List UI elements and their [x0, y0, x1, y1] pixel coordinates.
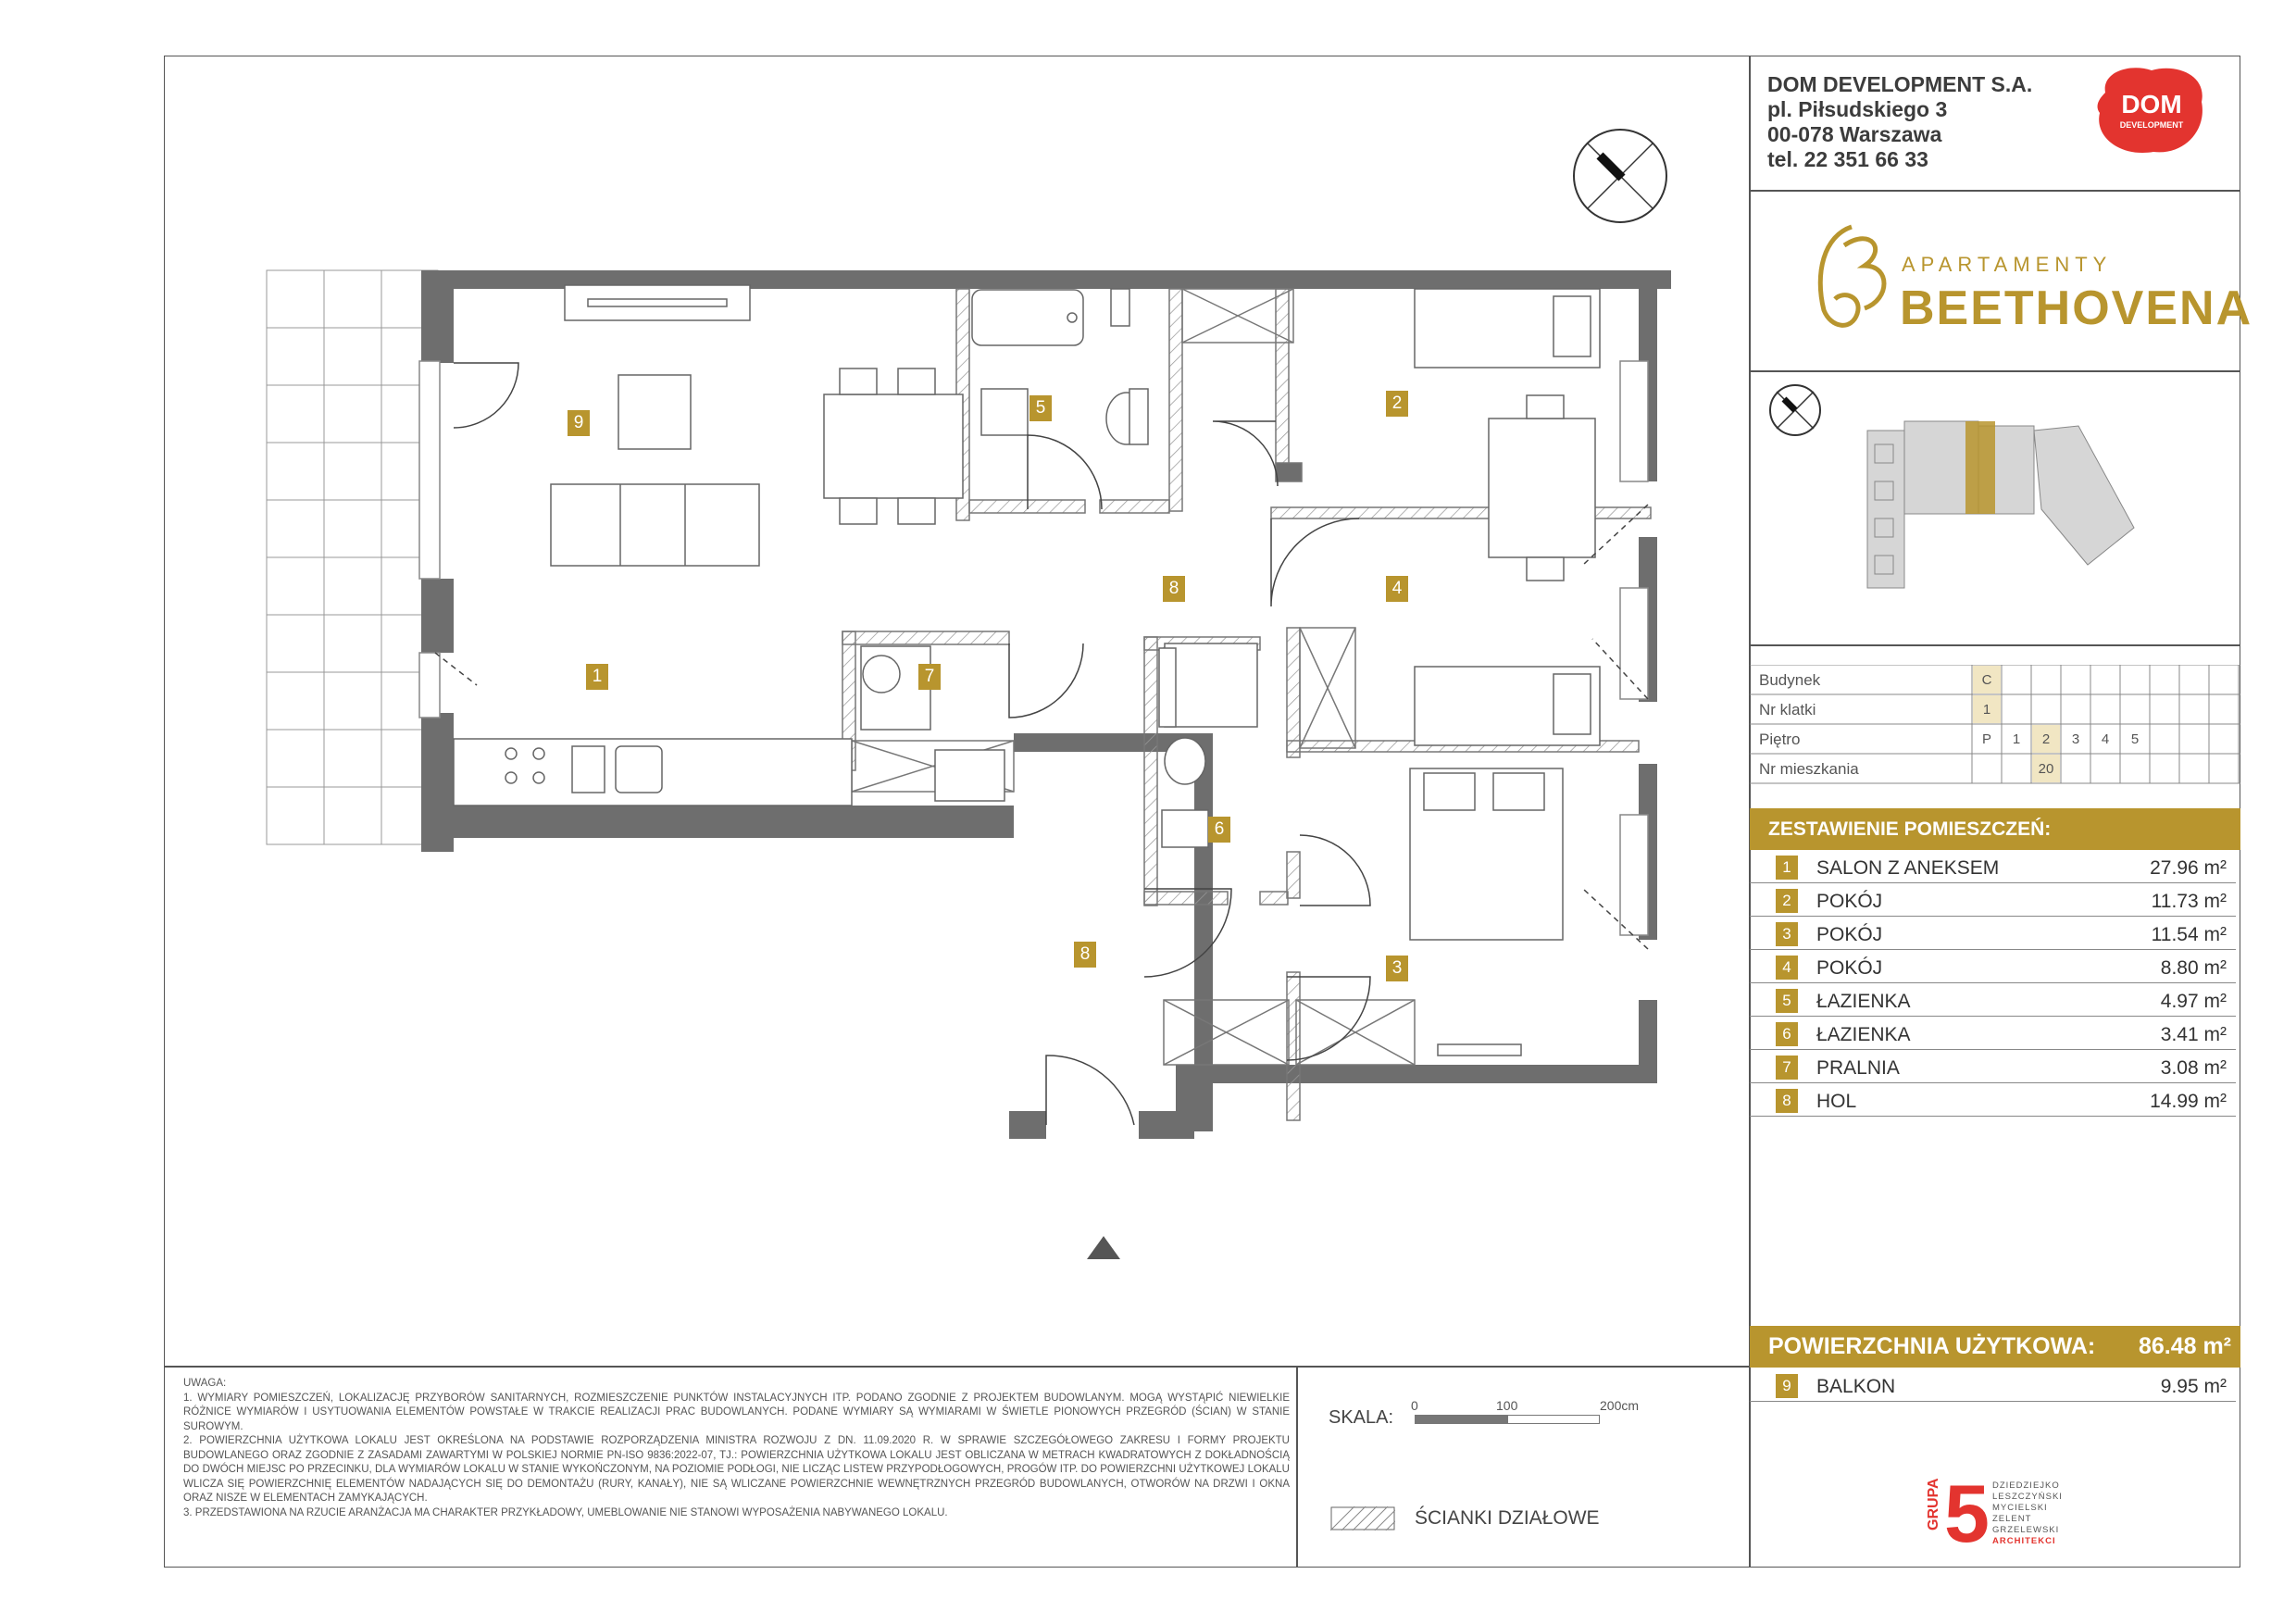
scale-tick-0: 0: [1411, 1398, 1418, 1413]
note-1: 1. WYMIARY POMIESZCZEŃ, LOKALIZACJĘ PRZYBORÓW SANITARNYCH, ROZMIESZCZENIE PUNKTÓW INSTALACYJNYCH ITP. PODANO ZGODNIE Z PROJEKTEM BUDOWLANYM. MOGĄ WYSTĄPIĆ NIEWIELKIE RÓŻNICE WYMIARÓW I USYTUOWANIA ELEMENTÓW POWSTAŁE W TRAKCIE REALIZACJI PRAC BUDOWLANYCH. PODANE WYMIARY SĄ WYMIARAMI W ŚWIETLE PIONOWYCH PRZEGRÓD (ŚCIAN) W STANIE SUROWYM.: [183, 1392, 1290, 1432]
room-row: [1750, 983, 2236, 1017]
company-street: pl. Piłsudskiego 3: [1767, 97, 1948, 121]
room-row: [1750, 1017, 2236, 1050]
room-row: [1750, 883, 2236, 917]
room-name: POKÓJ: [1816, 891, 1883, 912]
floor-plan: [250, 120, 1694, 1287]
room-number: 7: [1776, 1056, 1798, 1080]
room-tag-6: 6: [1208, 817, 1230, 843]
room-number: 5: [1776, 989, 1798, 1013]
cell-pietro-2: 2: [2041, 731, 2051, 747]
room-number: 4: [1776, 956, 1798, 980]
architect-logo: [1926, 1468, 2111, 1560]
room-tag-8b: 8: [1074, 942, 1096, 968]
balcony-row: [1750, 1368, 2236, 1402]
room-row: [1750, 917, 2236, 950]
key-plan-highlight: [1965, 421, 1995, 514]
cell-mieszkanie: 20: [2038, 761, 2054, 777]
room-number: 8: [1776, 1089, 1798, 1113]
project-logo: [1787, 208, 2253, 347]
room-number: 2: [1776, 889, 1798, 913]
cell-pietro-3: 3: [2071, 731, 2080, 747]
room-number: 1: [1776, 856, 1798, 880]
divider-notes: [164, 1366, 1749, 1368]
divider: [1749, 644, 2240, 646]
room-area: 9.95 m²: [2160, 1376, 2227, 1397]
room-number: 3: [1776, 922, 1798, 946]
cell-pietro-5: 5: [2130, 731, 2140, 747]
label-klatka: Nr klatki: [1759, 701, 1816, 718]
label-pietro: Piętro: [1759, 731, 1801, 748]
room-name: ŁAZIENKA: [1816, 1024, 1911, 1045]
logo-sub: DEVELOPMENT: [2119, 120, 2184, 130]
note-2: 2. POWIERZCHNIA UŻYTKOWA LOKALU JEST OKREŚLONA NA PODSTAWIE ROZPORZĄDZENIA MINISTRA ROZWOJU Z DN. 11.09.2020 R. W SPRAWIE SZCZEGÓŁOWEGO ZAKRESU I FORMY PROJEKTU BUDOWLANEGO ORAZ ZGODNIE Z ZASADAMI ZAWARTYMI W POLSKIEJ NORMIE PN-ISO 9836:2022-07, TJ.: POWIERZCHNIA UŻYTKOWA LOKALU JEST OBLICZANA W METRACH KWADRATOWYCH Z DOKŁADNOŚCIĄ DO DWÓCH MIEJSC PO PRZECINKU, DLA WYMIARÓW LOKALU W STANIE WYKOŃCZONYM, NA POZIOMIE PODŁOGI, NIE LICZĄC LISTEW PRZYPODŁOGOWYCH, PROGÓW ITP. DO POWIERZCHNI UŻYTKOWEJ LOKALU WLICZA SIĘ POWIERZCHNIĘ ELEMENTÓW NADAJĄCYCH SIĘ DO DEMONTAŻU (RURY, KANAŁY), NIE SĄ WLICZANE POWIERZCHNIE WEWNĘTRZNYCH PRZEGRÓD BUDOWLANYCH, OTWORÓW NA DRZWI I OKNA ORAZ NISZE W ELEMENTACH ZAMYKAJĄCYCH.: [183, 1435, 1290, 1504]
grupa-five: 5: [1944, 1468, 1990, 1559]
balcony: [267, 270, 438, 844]
room-tag-3: 3: [1386, 956, 1408, 981]
room-area: 11.73 m²: [2151, 891, 2227, 912]
scale-tick-200: 200cm: [1600, 1398, 1640, 1413]
room-row: [1750, 850, 2236, 883]
scale-label: SKALA:: [1329, 1407, 1394, 1428]
room-number: 9: [1776, 1374, 1798, 1398]
location-table: [1750, 665, 2240, 785]
room-name: ŁAZIENKA: [1816, 991, 1911, 1012]
compass-icon: [1574, 130, 1666, 222]
divider: [1749, 190, 2240, 192]
room-name: HOL: [1816, 1091, 1857, 1112]
divider: [1296, 1366, 1298, 1568]
label-mieszkanie: Nr mieszkania: [1759, 760, 1859, 778]
company-name: DOM DEVELOPMENT S.A.: [1767, 72, 2033, 96]
notes-title: UWAGA:: [183, 1378, 227, 1389]
grupa-text: GRUPA: [1926, 1478, 1941, 1530]
dom-logo: [2092, 65, 2211, 157]
project-line2: BEETHOVENA: [1900, 281, 2253, 335]
room-tag-7: 7: [918, 664, 941, 690]
room-tag-4: 4: [1386, 576, 1408, 602]
cell-pietro-4: 4: [2101, 731, 2110, 747]
architect-names: DZIEDZIEJKO LESZCZYŃSKI MYCIELSKI ZELENT GRZELEWSKI ARCHITEKCI: [1992, 1480, 2063, 1546]
room-name: BALKON: [1816, 1376, 1896, 1397]
room-row: [1750, 1083, 2236, 1117]
scale-bar: [1411, 1398, 1640, 1435]
room-tag-5: 5: [1029, 395, 1052, 421]
room-tag-8a: 8: [1163, 576, 1185, 602]
room-area: 3.41 m²: [2160, 1024, 2227, 1045]
room-area: 8.80 m²: [2160, 957, 2227, 979]
room-row: [1750, 1050, 2236, 1083]
label-budynek: Budynek: [1759, 671, 1821, 689]
room-number: 6: [1776, 1022, 1798, 1046]
cell-pietro-p: P: [1981, 731, 1991, 747]
room-area: 27.96 m²: [2150, 857, 2227, 879]
project-line1: APARTAMENTY: [1902, 253, 2113, 276]
company-city: 00-078 Warszawa: [1767, 122, 1942, 146]
hatch-legend-icon: [1330, 1506, 1395, 1530]
room-area: 11.54 m²: [2151, 924, 2227, 945]
compass-small-icon: [1770, 385, 1820, 435]
entrance-arrow-icon: [1087, 1236, 1120, 1259]
room-name: POKÓJ: [1816, 957, 1883, 979]
cell-klatka: 1: [1982, 702, 1991, 718]
company-block: [1767, 72, 2032, 172]
total-value: 86.48 m²: [2138, 1333, 2231, 1359]
logo-main: DOM: [2121, 90, 2182, 119]
notes-block: [183, 1377, 1290, 1520]
total-bar: [1750, 1326, 2240, 1368]
key-plan: [1764, 380, 2231, 639]
room-area: 14.99 m²: [2150, 1091, 2227, 1112]
note-3: 3. PRZEDSTAWIONA NA RZUCIE ARANŻACJA MA CHARAKTER PRZYKŁADOWY, UMEBLOWANIE NIE STANOWI WYPOSAŻENIA NABYWANEGO LOKALU.: [183, 1506, 948, 1518]
cell-budynek: C: [1981, 672, 1992, 688]
company-phone: tel. 22 351 66 33: [1767, 147, 1928, 171]
total-label: POWIERZCHNIA UŻYTKOWA:: [1768, 1333, 2096, 1359]
room-name: POKÓJ: [1816, 924, 1883, 945]
scale-tick-100: 100: [1496, 1398, 1518, 1413]
room-name: PRALNIA: [1816, 1057, 1900, 1079]
room-name: SALON Z ANEKSEM: [1816, 857, 2000, 879]
room-tag-9: 9: [568, 410, 590, 436]
rooms-header: ZESTAWIENIE POMIESZCZEŃ:: [1750, 808, 2240, 850]
room-area: 3.08 m²: [2160, 1057, 2227, 1079]
room-row: [1750, 950, 2236, 983]
room-tag-2: 2: [1386, 391, 1408, 417]
cell-pietro-1: 1: [2012, 731, 2021, 747]
room-area: 4.97 m²: [2160, 991, 2227, 1012]
divider: [1749, 370, 2240, 372]
legend-label: ŚCIANKI DZIAŁOWE: [1415, 1507, 1600, 1529]
room-tag-1: 1: [586, 664, 608, 690]
